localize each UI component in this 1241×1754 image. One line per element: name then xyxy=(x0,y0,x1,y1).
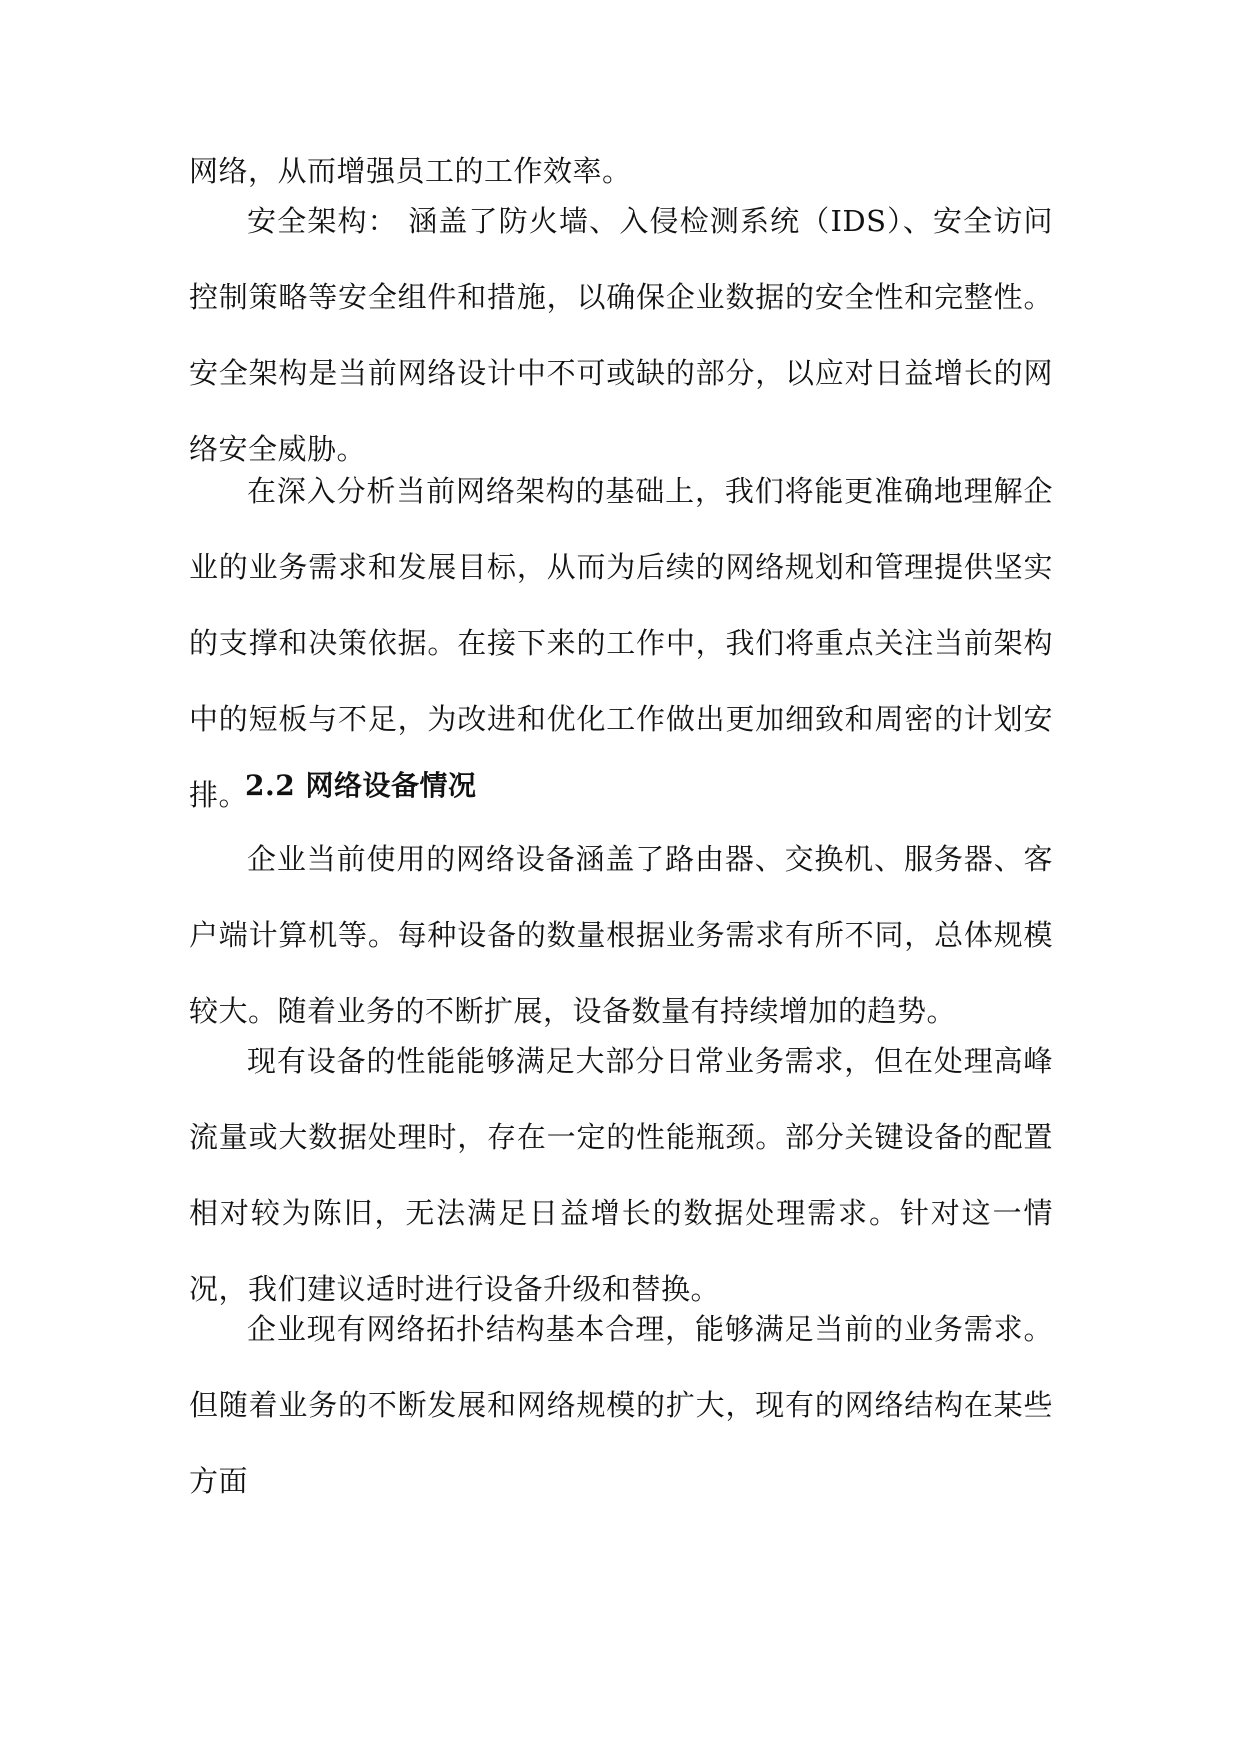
paragraph-device-performance: 现有设备的性能能够满足大部分日常业务需求，但在处理高峰流量或大数据处理时，存在一定的性能瓶颈。部分关键设备的配置相对较为陈旧，无法满足日益增长的数据处理需求。针对这一情况，我们建议适时进行设备升级和替换。 xyxy=(189,1044,1053,1306)
paragraph-continuation: 网络，从而增强员工的工作效率。 xyxy=(189,154,632,188)
paragraph-network-topology: 企业现有网络拓扑结构基本合理，能够满足当前的业务需求。但随着业务的不断发展和网络规模的扩大，现有的网络结构在某些方面 xyxy=(189,1312,1053,1498)
section-heading: 2.2 网络设备情况 xyxy=(245,769,477,802)
paragraph-device-overview: 企业当前使用的网络设备涵盖了路由器、交换机、服务器、客户端计算机等。每种设备的数量根据业务需求有所不同，总体规模较大。随着业务的不断扩展，设备数量有持续增加的趋势。 xyxy=(189,842,1053,1028)
paragraph-architecture-analysis: 在深入分析当前网络架构的基础上，我们将能更准确地理解企业的业务需求和发展目标，从而为后续的网络规划和管理提供坚实的支撑和决策依据。在接下来的工作中，我们将重点关注当前架构中的短板与不足，为改进和优化工作做出更加细致和周密的计划安排。 xyxy=(189,474,1053,812)
paragraph-security-architecture: 安全架构： 涵盖了防火墙、入侵检测系统（IDS）、安全访问控制策略等安全组件和措施，以确保企业数据的安全性和完整性。安全架构是当前网络设计中不可或缺的部分，以应对日益增长的网络安全威胁。 xyxy=(189,204,1053,466)
